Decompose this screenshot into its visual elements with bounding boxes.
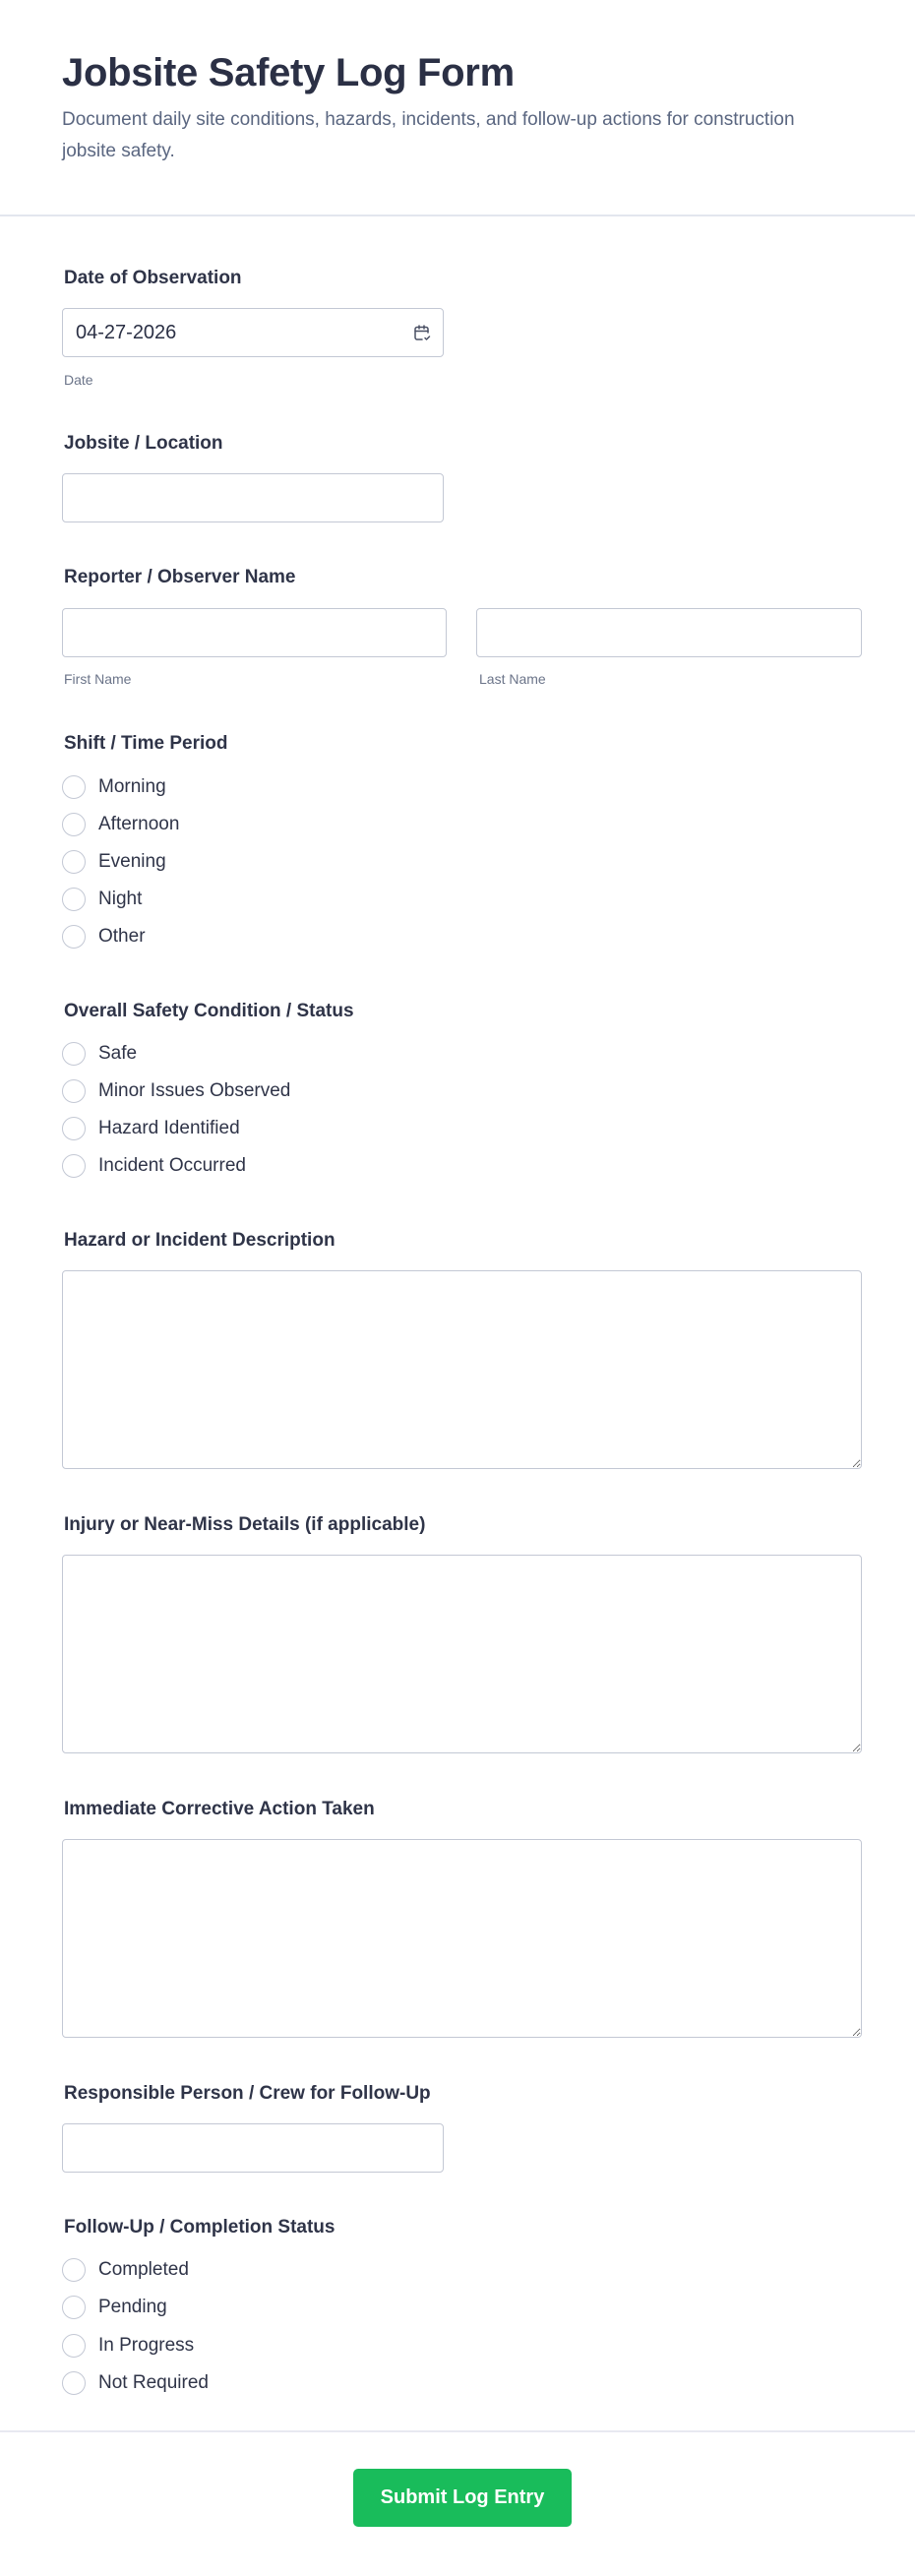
radio-shift-evening[interactable] <box>62 849 166 875</box>
radio-circle-icon[interactable] <box>62 775 86 799</box>
shift-label: Shift / Time Period <box>64 733 228 754</box>
radio-label: Night <box>98 889 143 909</box>
radio-label: Minor Issues Observed <box>98 1080 291 1101</box>
radio-circle-icon[interactable] <box>62 888 86 911</box>
responsible-label: Responsible Person / Crew for Follow-Up <box>64 2083 431 2104</box>
radio-label: Incident Occurred <box>98 1155 246 1176</box>
date-sublabel: Date <box>64 372 93 388</box>
first-name-sublabel: First Name <box>64 671 132 687</box>
radio-shift-afternoon[interactable] <box>62 812 179 837</box>
footer-divider <box>0 2430 915 2432</box>
radio-shift-morning[interactable] <box>62 774 166 800</box>
radio-label: Pending <box>98 2297 167 2317</box>
radio-condition-safe[interactable] <box>62 1041 137 1067</box>
first-name-input[interactable] <box>62 608 447 657</box>
last-name-input[interactable] <box>476 608 862 657</box>
radio-followup-pending[interactable] <box>62 2295 167 2320</box>
corrective-action-textarea[interactable] <box>62 1839 862 2038</box>
condition-label: Overall Safety Condition / Status <box>64 1001 354 1021</box>
hazard-description-textarea[interactable] <box>62 1270 862 1469</box>
calendar-check-icon[interactable] <box>412 323 432 342</box>
radio-followup-not-required[interactable] <box>62 2370 209 2396</box>
hazard-description-label: Hazard or Incident Description <box>64 1230 336 1251</box>
radio-label: Other <box>98 926 146 947</box>
radio-label: Completed <box>98 2259 189 2280</box>
page-title: Jobsite Safety Log Form <box>62 51 515 94</box>
followup-status-label: Follow-Up / Completion Status <box>64 2217 336 2238</box>
radio-circle-icon[interactable] <box>62 2296 86 2319</box>
jobsite-input[interactable] <box>62 473 444 522</box>
date-field[interactable] <box>62 308 444 357</box>
radio-label: Not Required <box>98 2372 209 2393</box>
radio-circle-icon[interactable] <box>62 1117 86 1140</box>
radio-label: Hazard Identified <box>98 1118 240 1138</box>
radio-circle-icon[interactable] <box>62 1079 86 1103</box>
radio-label: In Progress <box>98 2335 195 2356</box>
radio-circle-icon[interactable] <box>62 2371 86 2395</box>
radio-circle-icon[interactable] <box>62 1154 86 1178</box>
radio-followup-completed[interactable] <box>62 2257 189 2283</box>
radio-label: Evening <box>98 851 166 872</box>
radio-condition-incident[interactable] <box>62 1153 246 1179</box>
radio-shift-other[interactable] <box>62 924 146 950</box>
form-header <box>0 0 915 216</box>
radio-circle-icon[interactable] <box>62 1042 86 1066</box>
responsible-input[interactable] <box>62 2123 444 2173</box>
radio-circle-icon[interactable] <box>62 2334 86 2358</box>
date-input[interactable] <box>62 308 444 357</box>
date-label: Date of Observation <box>64 268 242 288</box>
injury-details-label: Injury or Near-Miss Details (if applicable) <box>64 1514 426 1535</box>
radio-condition-minor-issues[interactable] <box>62 1078 290 1104</box>
radio-condition-hazard[interactable] <box>62 1116 240 1141</box>
submit-button[interactable]: Submit Log Entry <box>353 2469 572 2527</box>
radio-label: Safe <box>98 1043 138 1064</box>
injury-details-textarea[interactable] <box>62 1555 862 1753</box>
radio-circle-icon[interactable] <box>62 850 86 874</box>
page-subtitle: Document daily site conditions, hazards, incidents, and follow-up actions for construction jobsite safety. <box>62 109 795 161</box>
jobsite-label: Jobsite / Location <box>64 433 223 454</box>
radio-followup-in-progress[interactable] <box>62 2333 194 2359</box>
radio-circle-icon[interactable] <box>62 925 86 949</box>
corrective-action-label: Immediate Corrective Action Taken <box>64 1799 375 1819</box>
radio-label: Morning <box>98 776 166 797</box>
last-name-sublabel: Last Name <box>479 671 546 687</box>
radio-circle-icon[interactable] <box>62 813 86 836</box>
reporter-label: Reporter / Observer Name <box>64 567 296 587</box>
radio-label: Afternoon <box>98 814 180 834</box>
radio-circle-icon[interactable] <box>62 2258 86 2282</box>
radio-shift-night[interactable] <box>62 887 142 912</box>
